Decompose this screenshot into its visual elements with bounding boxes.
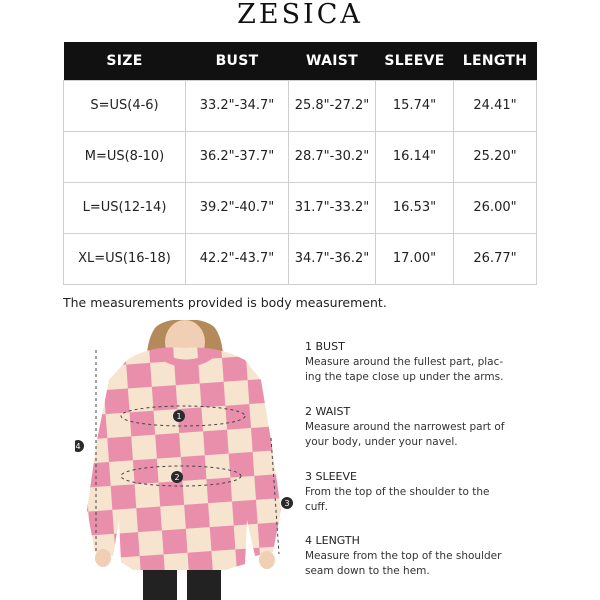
guide-bust-title: 1 BUST: [305, 340, 345, 353]
size-chart-table: [63, 42, 537, 285]
cell-size: S=US(4-6): [64, 80, 186, 131]
guide-sleeve-line-1: From the top of the shoulder to the: [305, 486, 490, 498]
header-sleeve: SLEEVE: [376, 42, 454, 80]
cell-bust: 33.2"-34.7": [186, 80, 289, 131]
guide-length: [305, 534, 535, 578]
cell-length: 26.77": [454, 233, 537, 284]
guide-sleeve-line-2: cuff.: [305, 501, 328, 513]
table-row: [64, 182, 537, 233]
header-size: SIZE: [64, 42, 186, 80]
guide-waist-line-1: Measure around the narrowest part of: [305, 421, 505, 433]
marker-4-label: 4: [75, 442, 81, 451]
sweater-illustration: [75, 320, 300, 600]
guide-bust-line-2: ing the tape close up under the arms.: [305, 371, 504, 383]
cell-size: M=US(8-10): [64, 131, 186, 182]
table-row: [64, 131, 537, 182]
guide-sleeve: [305, 470, 535, 514]
cell-length: 26.00": [454, 182, 537, 233]
guide-sleeve-title: 3 SLEEVE: [305, 470, 357, 483]
marker-2-label: 2: [174, 473, 180, 482]
header-bust: BUST: [186, 42, 289, 80]
marker-1-label: 1: [176, 412, 182, 421]
cell-sleeve: 16.53": [376, 182, 454, 233]
brand-logo: ZESICA: [237, 0, 363, 30]
cell-sleeve: 17.00": [376, 233, 454, 284]
guide-waist-line-2: your body, under your navel.: [305, 436, 458, 448]
table-row: [64, 233, 537, 284]
leg-right: [187, 570, 221, 600]
marker-3: [281, 497, 293, 509]
header-waist: WAIST: [289, 42, 376, 80]
cell-length: 25.20": [454, 131, 537, 182]
cell-sleeve: 16.14": [376, 131, 454, 182]
guide-length-title: 4 LENGTH: [305, 534, 360, 547]
cell-length: 24.41": [454, 80, 537, 131]
cell-waist: 31.7"-33.2": [289, 182, 376, 233]
guide-bust-line-1: Measure around the fullest part, plac-: [305, 356, 504, 368]
table-header-row: [64, 42, 537, 80]
guide-length-line-2: seam down to the hem.: [305, 565, 430, 577]
cell-bust: 42.2"-43.7": [186, 233, 289, 284]
cell-waist: 34.7"-36.2": [289, 233, 376, 284]
header-length: LENGTH: [454, 42, 537, 80]
cell-size: XL=US(16-18): [64, 233, 186, 284]
guide-waist-title: 2 WAIST: [305, 405, 351, 418]
cell-size: L=US(12-14): [64, 182, 186, 233]
measurement-note: The measurements provided is body measurement.: [63, 295, 387, 310]
cell-bust: 36.2"-37.7": [186, 131, 289, 182]
guide-waist: [305, 405, 535, 449]
table-row: [64, 80, 537, 131]
marker-2: [171, 471, 183, 483]
sweater-drawing: [75, 320, 300, 600]
leg-left: [143, 570, 177, 600]
marker-3-label: 3: [284, 499, 290, 508]
hand-right: [259, 551, 275, 569]
marker-1: [173, 410, 185, 422]
cell-sleeve: 15.74": [376, 80, 454, 131]
cell-waist: 25.8"-27.2": [289, 80, 376, 131]
hand-left: [95, 549, 111, 567]
marker-4: [75, 440, 84, 452]
cell-bust: 39.2"-40.7": [186, 182, 289, 233]
guide-bust: [305, 340, 535, 384]
cell-waist: 28.7"-30.2": [289, 131, 376, 182]
guide-length-line-1: Measure from the top of the shoulder: [305, 550, 502, 562]
